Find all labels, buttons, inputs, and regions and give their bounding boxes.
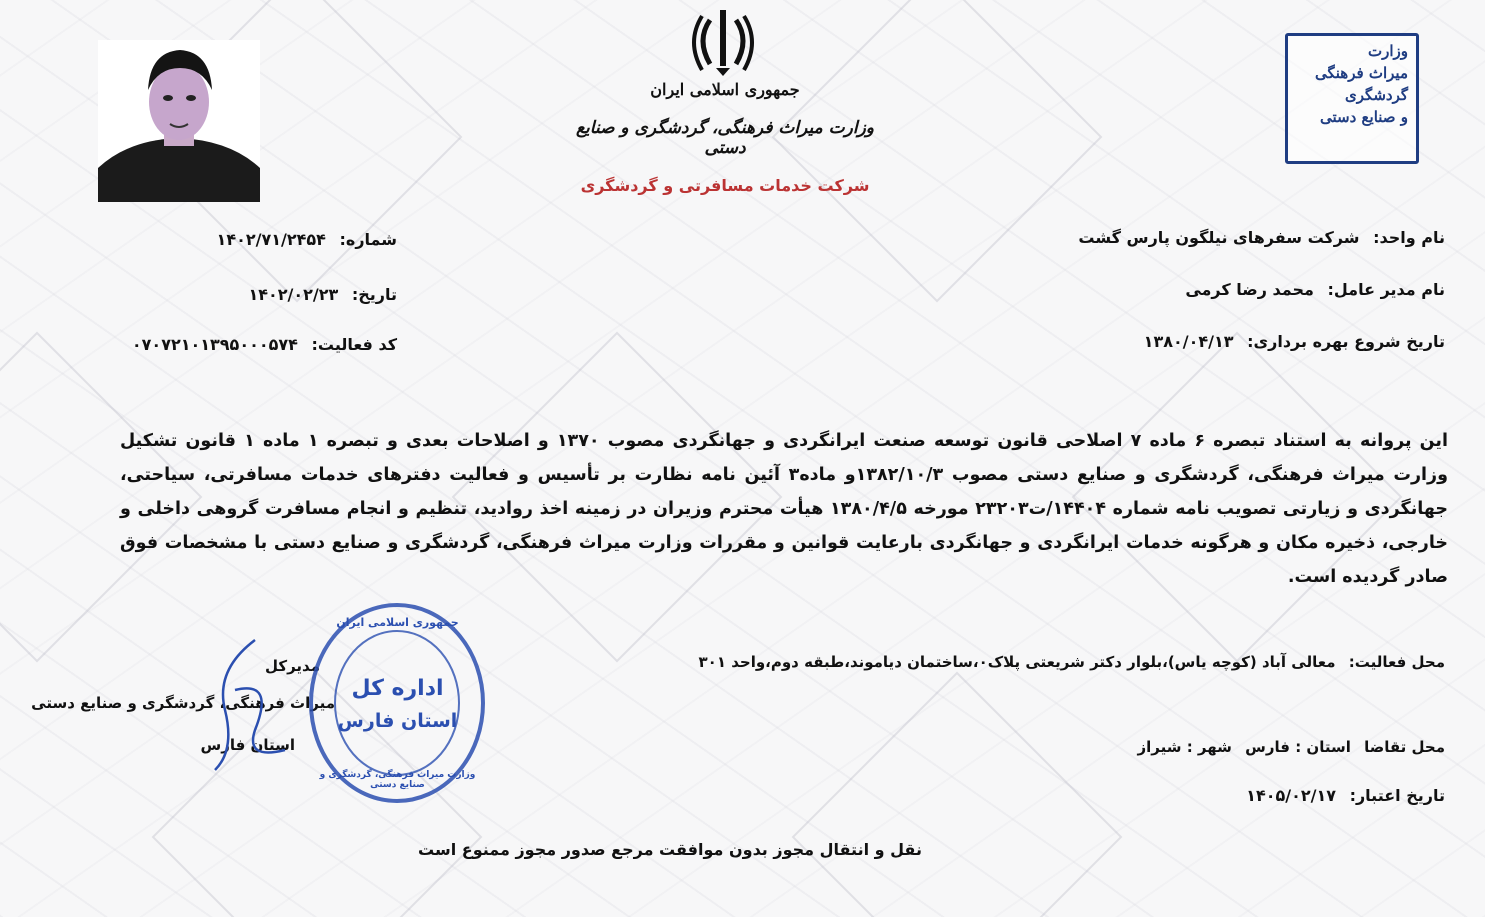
city-value: شیراز: [1137, 738, 1182, 756]
field-value: ۱۴۰۵/۰۲/۱۷: [1246, 786, 1336, 805]
logo-line: گردشگری: [1345, 86, 1408, 104]
field-label: کد فعالیت:: [311, 335, 397, 354]
field-unit-name: [1078, 228, 1445, 247]
field-label: شماره:: [339, 230, 397, 249]
company-title: شرکت خدمات مسافرتی و گردشگری: [580, 176, 870, 195]
field-value: محمد رضا کرمی: [1185, 280, 1314, 299]
field-value: شرکت سفرهای نیلگون پارس گشت: [1078, 228, 1360, 247]
logo-line: وزارت: [1367, 42, 1408, 60]
field-value: ۰۷۰۷۲۱۰۱۳۹۵۰۰۰۵۷۴: [131, 335, 298, 354]
field-value: ۱۴۰۲/۰۲/۲۳: [248, 285, 339, 304]
official-seal: [305, 598, 490, 808]
field-activity-location: [699, 653, 1445, 671]
field-activity-code: [132, 335, 397, 354]
logo-line: میراث فرهنگی: [1314, 64, 1408, 82]
seal-province-text: استان فارس: [337, 710, 458, 732]
ministry-logo: [1285, 33, 1419, 164]
province-value: فارس: [1245, 738, 1290, 756]
signature-icon: [195, 630, 315, 780]
field-date: [248, 285, 397, 304]
iran-emblem-icon: [688, 6, 758, 78]
field-label: محل فعالیت:: [1348, 653, 1445, 671]
license-body: این پروانه به استناد تبصره ۶ ماده ۷ اصلاحی قانون توسعه صنعت ایرانگردی و جهانگردی مصوب ۱۳۷۰ و اصلاحات بعدی و تبصره ۱ ماده ۱ قانون تشکیل وزارت میراث فرهنگی، گردشگری و صنایع دستی مصوب ۱۳۸۲/۱۰/۳و ماده۳ آئین نامه نظارت بر تأسیس و فعالیت دفترهای خدمات مسافرتی، سیاحتی، جهانگردی و زیارتی تصویب نامه شماره ۱۴۴۰۴/ت۲۳۲۰۳ مورخه ۱۳۸۰/۴/۵ هیأت محترم وزیران در زمینه اخذ روادید، تنظیم و انجام مسافرت گروهی داخلی و خارجی، ذخیره مکان و هرگونه خدمات ایرانگردی و جهانگردی بارعایت قوانین و مقررات وزارت میراث فرهنگی، گردشگری و صنایع دستی با مشخصات فوق صادر گردیده است.: [120, 431, 1449, 587]
province-label: استان :: [1295, 738, 1351, 756]
field-label: تاریخ:: [351, 285, 397, 304]
field-value: معالی آباد (کوچه یاس)،بلوار دکتر شریعتی پلاک۰،ساختمان دیاموند،طبقه دوم،واحد ۳۰۱: [698, 653, 1336, 671]
field-manager: [1185, 280, 1445, 299]
signer-dept: میراث فرهنگی، گردشگری و صنایع دستی: [31, 694, 335, 712]
field-number: [217, 230, 397, 249]
field-start-date: [1144, 332, 1445, 351]
owner-photo: [98, 40, 260, 202]
seal-bottom-text: وزارت میراث فرهنگی، گردشگری و صنایع دستی: [319, 770, 476, 790]
field-value: ۱۴۰۲/۷۱/۲۴۵۴: [216, 230, 326, 249]
field-label: نام مدیر عامل:: [1327, 280, 1445, 299]
field-label: محل تقاضا: [1364, 738, 1445, 756]
footer-notice: نقل و انتقال مجوز بدون موافقت مرجع صدور مجوز ممنوع است: [418, 840, 922, 859]
seal-top-text: جمهوری اسلامی ایران: [336, 616, 459, 629]
signer-province: استان فارس: [200, 736, 295, 754]
field-request-location: [1137, 738, 1445, 756]
field-value: ۱۳۸۰/۰۴/۱۳: [1143, 332, 1234, 351]
seal-center-text: اداره کل: [351, 676, 444, 701]
field-label: تاریخ اعتبار:: [1349, 786, 1445, 805]
field-label: تاریخ شروع بهره برداری:: [1247, 332, 1445, 351]
field-label: نام واحد:: [1373, 228, 1445, 247]
header-ministry: وزارت میراث فرهنگی، گردشگری و صنایع دستی: [575, 118, 875, 158]
header-country: جمهوری اسلامی ایران: [650, 80, 800, 99]
city-label: شهر :: [1186, 738, 1232, 756]
field-validity: [1246, 786, 1445, 805]
signer-title: مدیرکل: [264, 657, 320, 675]
logo-line: و صنایع دستی: [1320, 108, 1408, 126]
watermark-diamond: [792, 672, 1123, 917]
